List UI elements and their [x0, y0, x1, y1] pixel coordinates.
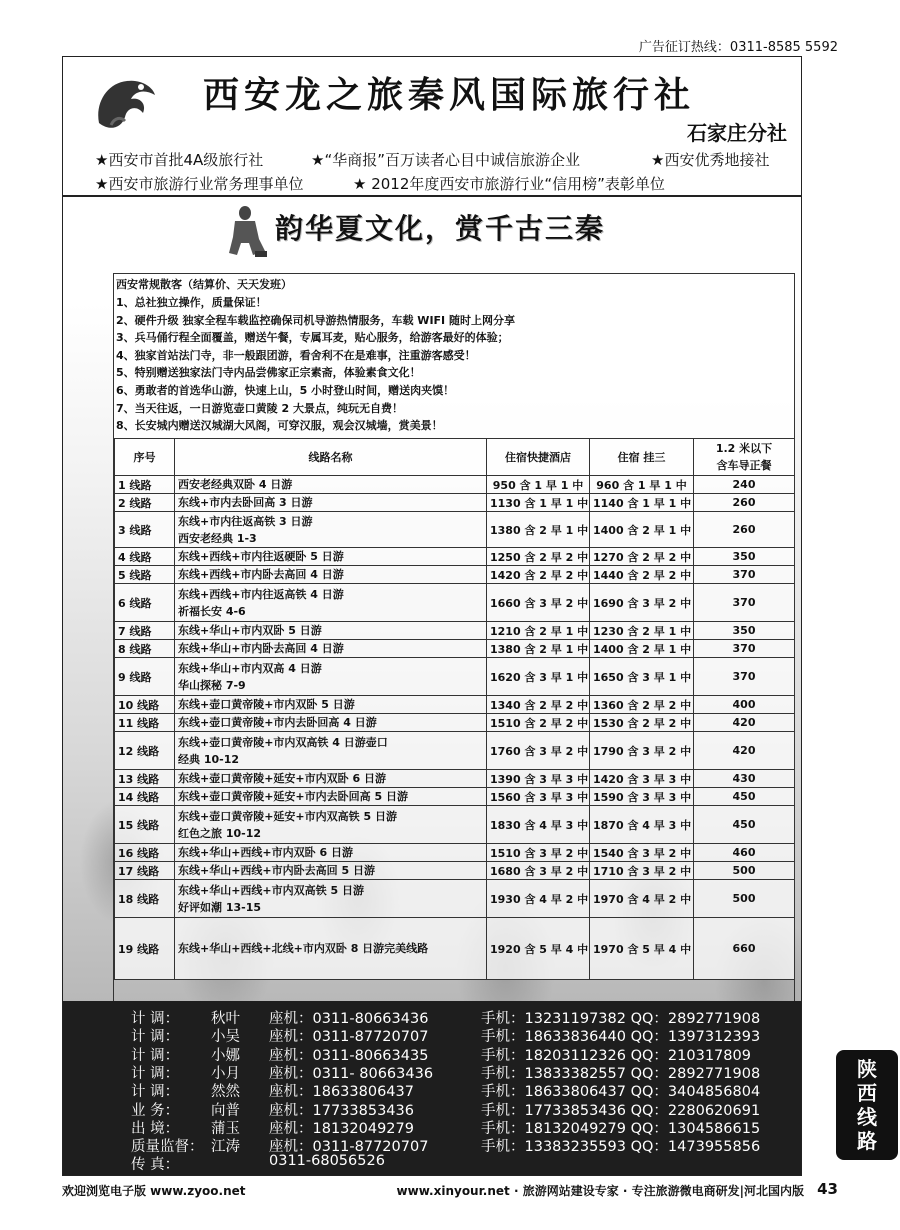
route-no: 19 线路 [115, 918, 175, 980]
table-row [115, 622, 795, 640]
price-child: 260 [694, 512, 795, 548]
contact-role: 计 调： [131, 1084, 180, 1101]
route-name [175, 494, 487, 512]
route-no: 12 线路 [115, 732, 175, 770]
route-name [175, 918, 487, 980]
contact-role: 计 调： [131, 1011, 180, 1027]
contact-mobile: 手机：17733853436 QQ：2280620691 [481, 1102, 761, 1119]
contact-seat: 座机：0311-87720707 [269, 1139, 429, 1156]
note-item: 4、独家首站法门寺，非一般跟团游，看舍利不在是难事，注重游客感受！ [116, 348, 476, 362]
contact-seat: 座机：0311- 80663436 [269, 1065, 434, 1082]
slogan-heading: 韵华夏文化，赏千古三秦 [275, 212, 606, 245]
price-star3: 1970 含 5 早 4 中 [590, 918, 694, 980]
honor-3: ★西安优秀地接社 [651, 151, 770, 169]
table-row [115, 476, 795, 494]
contact-name: 江涛 [211, 1139, 240, 1156]
route-name [175, 566, 487, 584]
routes-table [114, 438, 795, 980]
notes-title: 西安常规散客（结算价、天天发班） [116, 278, 292, 291]
dragon-logo-icon [91, 73, 161, 135]
route-name-text: 东线+市内去卧回高 3 日游 [178, 496, 313, 509]
route-no: 7 线路 [115, 622, 175, 640]
price-hotel: 1660 含 3 早 2 中 [487, 584, 590, 622]
route-no: 8 线路 [115, 640, 175, 658]
contact-row [131, 1153, 791, 1174]
route-name-text: 东线+壶口黄帝陵+市内去卧回高 4 日游 [178, 716, 377, 729]
contact-row [131, 1062, 791, 1080]
note-item: 6、勇敢者的首选华山游，快速上山，5 小时登山时间，赠送肉夹馍！ [116, 383, 455, 397]
route-name-text: 东线+华山+西线+市内双卧 6 日游 [178, 846, 353, 859]
contact-name: 小娜 [211, 1047, 240, 1064]
contact-row [131, 1080, 791, 1101]
contact-row [131, 1117, 791, 1135]
price-hotel: 1420 含 2 早 2 中 [487, 566, 590, 584]
route-name [175, 770, 487, 788]
footer-left: 欢迎浏览电子版 www.zyoo.net [62, 1184, 246, 1198]
price-hotel: 1390 含 3 早 3 中 [487, 770, 590, 788]
contact-row [131, 1099, 791, 1117]
table-row [115, 806, 795, 844]
note-item: 1、总社独立操作，质量保证！ [116, 296, 267, 309]
header-child-line1: 1.2 米以下 [715, 442, 773, 455]
price-child: 430 [694, 770, 795, 788]
note-item: 5、特别赠送独家法门寺内品尝佛家正宗素斋，体验素食文化！ [116, 366, 421, 380]
route-subtitle: 西安老经典 1-3 [178, 531, 257, 545]
price-child: 260 [694, 494, 795, 512]
price-child: 460 [694, 844, 795, 862]
table-row [115, 658, 795, 696]
route-name-text: 东线+华山+西线+北线+市内双卧 8 日游完美线路 [178, 942, 429, 955]
side-tab-char: 路 [857, 1129, 877, 1153]
honor-2: ★“华商报”百万读者心目中诚信旅游企业 [311, 151, 580, 169]
honor-5: ★ 2012年度西安市旅游行业“信用榜”表彰单位 [353, 175, 665, 193]
route-name [175, 640, 487, 658]
branch-name: 石家庄分社 [687, 121, 787, 145]
header-hotel: 住宿快捷酒店 [487, 439, 590, 476]
route-no: 14 线路 [115, 788, 175, 806]
route-name-text: 东线+壶口黄帝陵+延安+市内双高铁 5 日游 [178, 809, 397, 823]
contact-mobile: 手机：13833382557 QQ：2892771908 [481, 1065, 761, 1082]
table-row [115, 844, 795, 862]
footer-right: www.xinyour.net · 旅游网站建设专家 · 专注旅游微电商研发|河北国内版 [396, 1184, 804, 1198]
route-no: 18 线路 [115, 880, 175, 918]
contact-row [131, 1007, 791, 1025]
header-no: 序号 [115, 439, 175, 476]
route-subtitle: 华山探秘 7-9 [178, 678, 246, 692]
price-hotel: 1930 含 4 早 2 中 [487, 880, 590, 918]
price-hotel: 1130 含 1 早 1 中 [487, 494, 590, 512]
route-name-text: 东线+壶口黄帝陵+延安+市内双卧 6 日游 [178, 772, 386, 785]
contact-name: 蒲玉 [211, 1120, 240, 1137]
table-row [115, 880, 795, 918]
price-child: 660 [694, 918, 795, 980]
price-star3: 1650 含 3 早 1 中 [590, 658, 694, 696]
price-child: 240 [694, 476, 795, 494]
contact-mobile: 手机：13383235593 QQ：1473955856 [481, 1139, 761, 1156]
contact-role: 计 调： [131, 1065, 180, 1082]
price-star3: 1970 含 4 早 2 中 [590, 880, 694, 918]
route-name [175, 844, 487, 862]
contact-role: 传 真： [131, 1157, 180, 1174]
price-child: 350 [694, 548, 795, 566]
route-panel [113, 273, 795, 1009]
table-row [115, 714, 795, 732]
header-route-name: 线路名称 [175, 439, 487, 476]
route-name [175, 512, 487, 548]
route-name-text: 东线+壶口黄帝陵+市内双高铁 4 日游壶口 [178, 735, 388, 749]
price-child: 420 [694, 714, 795, 732]
table-row [115, 640, 795, 658]
route-name [175, 622, 487, 640]
contact-role: 出 境： [131, 1120, 180, 1137]
price-child: 420 [694, 732, 795, 770]
price-star3: 1590 含 3 早 3 中 [590, 788, 694, 806]
price-child: 350 [694, 622, 795, 640]
header-star3: 住宿 挂三 [590, 439, 694, 476]
price-star3: 1140 含 1 早 1 中 [590, 494, 694, 512]
table-row [115, 696, 795, 714]
route-name [175, 696, 487, 714]
contact-role: 业 务： [131, 1102, 180, 1119]
contact-seat: 座机：18633806437 [269, 1084, 414, 1101]
contact-mobile: 手机：18633806437 QQ：3404856804 [481, 1084, 761, 1101]
price-child: 370 [694, 640, 795, 658]
price-hotel: 1560 含 3 早 3 中 [487, 788, 590, 806]
contact-role: 计 调： [131, 1047, 180, 1064]
route-name-text: 东线+华山+市内双高 4 日游 [178, 661, 322, 675]
route-subtitle: 好评如潮 13-15 [178, 900, 262, 914]
contact-role: 计 调： [131, 1029, 180, 1046]
price-child: 370 [694, 566, 795, 584]
slogan-area [63, 197, 801, 267]
price-child: 450 [694, 788, 795, 806]
route-name [175, 880, 487, 918]
header-child [694, 439, 795, 476]
notes-box [114, 274, 794, 439]
price-star3: 1870 含 4 早 3 中 [590, 806, 694, 844]
price-hotel: 1920 含 5 早 4 中 [487, 918, 590, 980]
contact-seat: 座机：0311-87720707 [269, 1029, 429, 1046]
price-star3: 1790 含 3 早 2 中 [590, 732, 694, 770]
route-name-text: 东线+华山+西线+市内双高铁 5 日游 [178, 883, 364, 897]
table-row [115, 512, 795, 548]
route-subtitle: 祈福长安 4-6 [178, 604, 246, 618]
price-star3: 1690 含 3 早 2 中 [590, 584, 694, 622]
side-tab-char: 陕 [857, 1057, 877, 1081]
contact-row [131, 1044, 791, 1062]
notes-list [116, 294, 515, 435]
route-no: 4 线路 [115, 548, 175, 566]
price-star3: 960 含 1 早 1 中 [590, 476, 694, 494]
price-hotel: 1620 含 3 早 1 中 [487, 658, 590, 696]
price-star3: 1400 含 2 早 1 中 [590, 640, 694, 658]
route-no: 16 线路 [115, 844, 175, 862]
route-name-text: 东线+西线+市内卧去高回 4 日游 [178, 568, 344, 581]
price-hotel: 1680 含 3 早 2 中 [487, 862, 590, 880]
route-name-text: 西安老经典双卧 4 日游 [178, 478, 293, 491]
price-star3: 1540 含 3 早 2 中 [590, 844, 694, 862]
price-hotel: 1510 含 2 早 2 中 [487, 714, 590, 732]
price-star3: 1440 含 2 早 2 中 [590, 566, 694, 584]
agency-name: 西安龙之旅秦风国际旅行社 [203, 75, 696, 116]
price-hotel: 1760 含 3 早 2 中 [487, 732, 590, 770]
route-no: 3 线路 [115, 512, 175, 548]
route-no: 2 线路 [115, 494, 175, 512]
route-name-text: 东线+华山+市内双卧 5 日游 [178, 624, 322, 637]
price-star3: 1710 含 3 早 2 中 [590, 862, 694, 880]
price-hotel: 1340 含 2 早 2 中 [487, 696, 590, 714]
contact-name: 向普 [211, 1102, 240, 1119]
price-star3: 1360 含 2 早 2 中 [590, 696, 694, 714]
route-name [175, 862, 487, 880]
contact-row [131, 1135, 791, 1156]
route-no: 17 线路 [115, 862, 175, 880]
route-name-text: 东线+壶口黄帝陵+延安+市内去卧回高 5 日游 [178, 790, 408, 803]
price-child: 500 [694, 880, 795, 918]
route-name [175, 714, 487, 732]
side-tab-char: 线 [857, 1105, 877, 1129]
contact-name: 小月 [211, 1065, 240, 1082]
note-item: 7、当天往返，一日游览壶口黄陵 2 大景点，纯玩无自费！ [116, 401, 403, 415]
table-row [115, 584, 795, 622]
ad-hotline: 广告征订热线：0311-8585 5592 [638, 40, 838, 55]
price-child: 500 [694, 862, 795, 880]
route-no: 15 线路 [115, 806, 175, 844]
page-number: 43 [817, 1180, 838, 1198]
contact-mobile: 手机：13231197382 QQ：2892771908 [481, 1011, 761, 1027]
price-child: 370 [694, 584, 795, 622]
side-tab [836, 1050, 898, 1160]
honor-4: ★西安市旅游行业常务理事单位 [95, 175, 304, 193]
price-hotel: 1380 含 2 早 1 中 [487, 640, 590, 658]
table-row [115, 732, 795, 770]
price-child: 450 [694, 806, 795, 844]
contact-name: 秋叶 [211, 1011, 240, 1027]
header-child-line2: 含车导正餐 [716, 459, 772, 472]
route-name-text: 东线+西线+市内往返高铁 4 日游 [178, 587, 344, 601]
route-name-text: 东线+华山+西线+市内卧去高回 5 日游 [178, 864, 375, 877]
contact-role: 质量监督： [131, 1139, 204, 1156]
route-no: 5 线路 [115, 566, 175, 584]
price-star3: 1420 含 3 早 3 中 [590, 770, 694, 788]
route-name [175, 732, 487, 770]
route-name-text: 东线+市内往返高铁 3 日游 [178, 514, 313, 528]
table-row [115, 918, 795, 980]
table-header-row [115, 439, 795, 476]
route-no: 6 线路 [115, 584, 175, 622]
price-star3: 1270 含 2 早 2 中 [590, 548, 694, 566]
price-child: 400 [694, 696, 795, 714]
route-name [175, 806, 487, 844]
table-row [115, 494, 795, 512]
contact-seat: 座机：17733853436 [269, 1102, 414, 1119]
price-hotel: 1830 含 4 早 3 中 [487, 806, 590, 844]
page-frame [62, 56, 802, 1176]
route-no: 10 线路 [115, 696, 175, 714]
route-subtitle: 红色之旅 10-12 [178, 826, 262, 840]
contacts-box [63, 1001, 801, 1175]
route-no: 11 线路 [115, 714, 175, 732]
side-tab-char: 西 [857, 1081, 877, 1105]
route-name-text: 东线+壶口黄帝陵+市内双卧 5 日游 [178, 698, 355, 711]
table-row [115, 788, 795, 806]
price-hotel: 1250 含 2 早 2 中 [487, 548, 590, 566]
route-name [175, 476, 487, 494]
price-star3: 1530 含 2 早 2 中 [590, 714, 694, 732]
price-child: 370 [694, 658, 795, 696]
contact-mobile: 手机：18633836440 QQ：1397312393 [481, 1029, 761, 1046]
table-row [115, 548, 795, 566]
price-star3: 1400 含 2 早 1 中 [590, 512, 694, 548]
contact-seat: 座机：0311-80663436 [269, 1011, 429, 1027]
note-item: 2、硬件升级 独家全程车载监控确保司机导游热情服务，车载 WIFI 随时上网分享 [116, 313, 515, 327]
contact-mobile: 手机：18203112326 QQ：210317809 [481, 1047, 751, 1064]
note-item: 8、长安城内赠送汉城湖大风阁，可穿汉服，观会汉城墙，赏美景！ [116, 419, 443, 433]
route-subtitle: 经典 10-12 [178, 752, 240, 766]
contact-seat: 座机：0311-80663435 [269, 1047, 429, 1064]
route-name [175, 584, 487, 622]
contact-seat: 0311-68056526 [269, 1153, 385, 1170]
agency-header [63, 57, 801, 197]
route-no: 9 线路 [115, 658, 175, 696]
price-hotel: 950 含 1 早 1 中 [487, 476, 590, 494]
table-row [115, 770, 795, 788]
route-name [175, 548, 487, 566]
route-name-text: 东线+华山+市内卧去高回 4 日游 [178, 642, 344, 655]
contact-mobile: 手机：18132049279 QQ：1304586615 [481, 1120, 761, 1137]
route-name [175, 788, 487, 806]
honor-1: ★西安市首批4A级旅行社 [95, 151, 264, 169]
route-name-text: 东线+西线+市内往返硬卧 5 日游 [178, 550, 344, 563]
price-hotel: 1210 含 2 早 1 中 [487, 622, 590, 640]
contact-name: 然然 [211, 1084, 240, 1101]
route-name [175, 658, 487, 696]
table-row [115, 862, 795, 880]
note-item: 3、兵马俑行程全面覆盖，赠送午餐，专属耳麦，贴心服务，给游客最好的体验； [116, 331, 509, 345]
price-hotel: 1510 含 3 早 2 中 [487, 844, 590, 862]
contact-row [131, 1025, 791, 1046]
contact-name: 小吴 [211, 1029, 240, 1046]
contact-seat: 座机：18132049279 [269, 1120, 414, 1137]
price-hotel: 1380 含 2 早 1 中 [487, 512, 590, 548]
route-no: 1 线路 [115, 476, 175, 494]
price-star3: 1230 含 2 早 1 中 [590, 622, 694, 640]
route-no: 13 线路 [115, 770, 175, 788]
table-row [115, 566, 795, 584]
terracotta-warrior-icon [225, 205, 271, 259]
